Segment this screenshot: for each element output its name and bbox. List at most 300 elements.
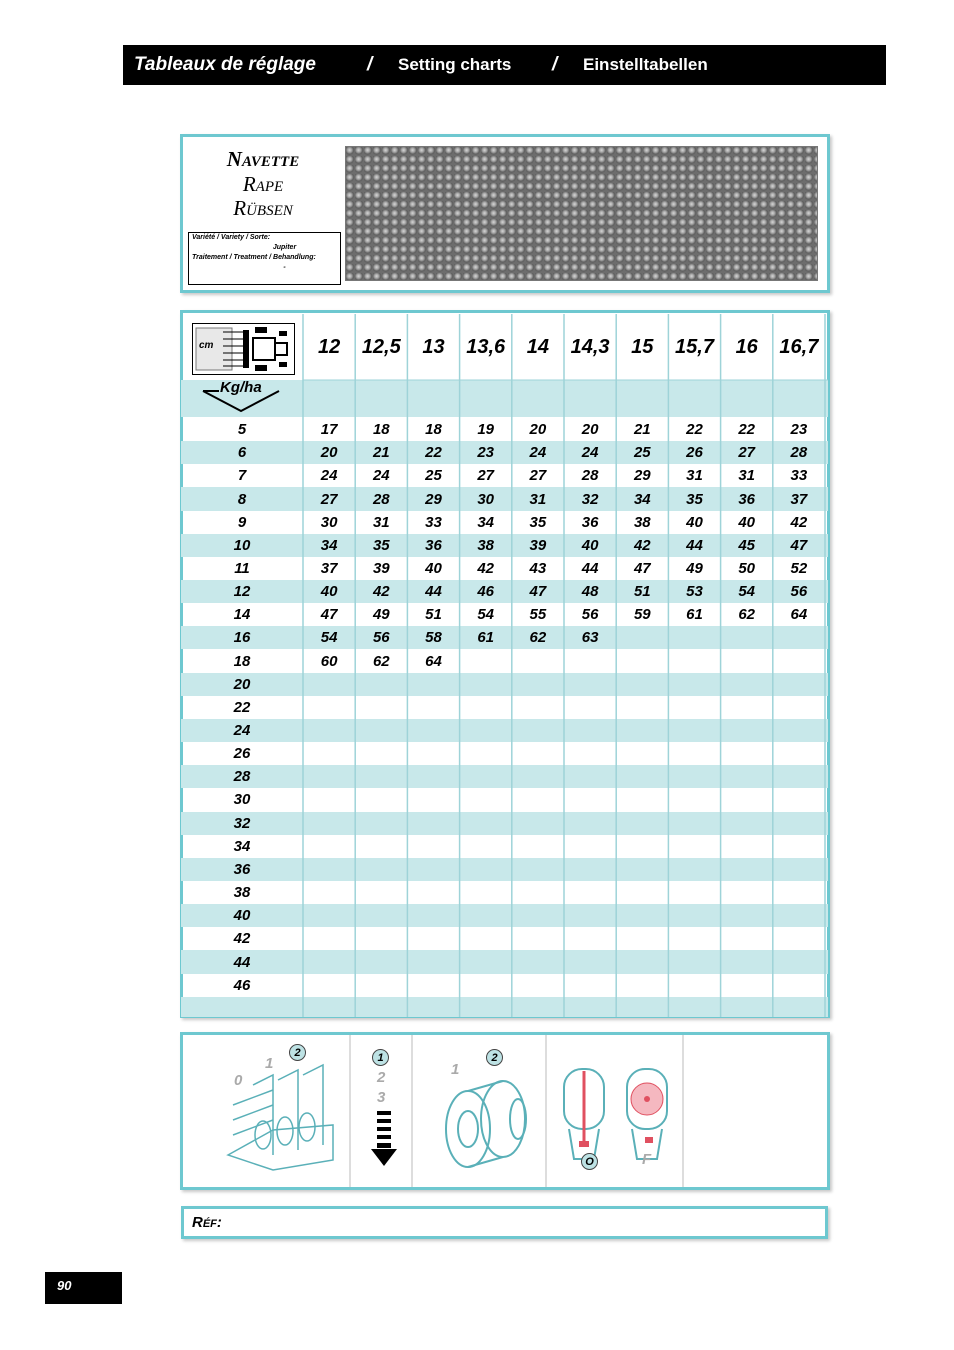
table-cell xyxy=(616,742,668,765)
table-cell: 23 xyxy=(477,444,495,462)
row-label-rate: 9 xyxy=(237,513,247,531)
table-cell xyxy=(668,650,720,673)
table-cell xyxy=(616,904,668,927)
width-unit-label: cm xyxy=(199,340,214,351)
gear-step-3: 3 xyxy=(377,1089,386,1106)
page-header xyxy=(123,45,886,85)
table-cell: 36 xyxy=(738,490,756,508)
table-cell: 24 xyxy=(372,467,390,485)
table-cell xyxy=(773,881,825,904)
table-cell xyxy=(564,858,616,881)
table-cell: 42 xyxy=(633,536,651,554)
table-cell xyxy=(721,719,773,742)
table-cell xyxy=(460,881,512,904)
table-cell xyxy=(773,835,825,858)
table-cell: 46 xyxy=(477,583,495,601)
table-cell xyxy=(303,719,355,742)
table-cell xyxy=(512,696,564,719)
table-cell xyxy=(668,812,720,835)
seed-name-en: Rape xyxy=(242,172,284,196)
table-cell xyxy=(355,812,407,835)
table-cell xyxy=(407,765,459,788)
table-cell xyxy=(668,904,720,927)
table-cell: 53 xyxy=(686,583,703,601)
table-cell xyxy=(355,835,407,858)
table-cell xyxy=(721,835,773,858)
table-cell xyxy=(355,696,407,719)
table-cell: 35 xyxy=(529,513,547,531)
table-cell: 40 xyxy=(581,536,599,554)
table-cell: 28 xyxy=(581,467,599,485)
table-cell xyxy=(616,812,668,835)
table-cell: 54 xyxy=(320,629,338,647)
column-header-width: 12 xyxy=(317,335,341,358)
table-cell xyxy=(303,904,355,927)
flap-open-badge: O xyxy=(581,1153,598,1170)
row-label-rate: 42 xyxy=(233,930,251,948)
table-cell xyxy=(721,881,773,904)
table-cell: 64 xyxy=(425,652,442,670)
row-label-rate: 20 xyxy=(233,675,251,693)
table-cell: 31 xyxy=(686,467,703,485)
table-cell: 40 xyxy=(320,583,338,601)
row-label-rate: 32 xyxy=(233,814,251,832)
table-cell xyxy=(616,881,668,904)
table-cell xyxy=(616,673,668,696)
table-cell: 62 xyxy=(372,652,390,670)
table-cell xyxy=(616,788,668,811)
header-separator: / xyxy=(552,54,558,75)
table-cell: 36 xyxy=(425,536,442,554)
table-cell: 21 xyxy=(633,421,651,439)
table-cell xyxy=(407,927,459,950)
table-cell xyxy=(721,858,773,881)
table-cell: 27 xyxy=(320,490,338,508)
table-cell: 18 xyxy=(425,421,442,439)
table-cell: 59 xyxy=(633,606,651,624)
table-cell xyxy=(616,626,668,649)
table-cell xyxy=(303,788,355,811)
column-header-width: 16 xyxy=(735,335,758,358)
table-cell: 58 xyxy=(425,629,442,647)
table-cell xyxy=(616,696,668,719)
table-cell: 60 xyxy=(320,652,338,670)
table-cell xyxy=(303,974,355,997)
table-cell: 33 xyxy=(790,467,808,485)
header-separator: / xyxy=(367,54,373,75)
table-cell: 28 xyxy=(790,444,808,462)
table-cell xyxy=(773,696,825,719)
table-cell xyxy=(616,858,668,881)
table-cell: 42 xyxy=(372,583,390,601)
table-cell xyxy=(355,927,407,950)
table-cell xyxy=(773,626,825,649)
table-cell xyxy=(512,673,564,696)
table-cell xyxy=(668,673,720,696)
column-header-width: 15,7 xyxy=(675,335,714,358)
table-cell xyxy=(460,835,512,858)
table-cell xyxy=(721,742,773,765)
table-cell: 54 xyxy=(477,606,495,624)
table-cell: 52 xyxy=(790,559,808,577)
table-cell xyxy=(460,742,512,765)
table-cell xyxy=(460,696,512,719)
table-cell: 20 xyxy=(320,444,338,462)
table-cell xyxy=(668,742,720,765)
table-cell xyxy=(721,696,773,719)
table-cell: 43 xyxy=(529,559,547,577)
table-cell: 56 xyxy=(790,583,808,601)
table-cell xyxy=(460,927,512,950)
table-cell xyxy=(303,927,355,950)
table-cell xyxy=(512,858,564,881)
table-cell xyxy=(668,719,720,742)
table-cell: 56 xyxy=(581,606,599,624)
lever-position-1: 1 xyxy=(265,1055,274,1072)
table-cell: 61 xyxy=(477,629,495,647)
row-label-rate: 36 xyxy=(233,860,251,878)
table-cell xyxy=(773,858,825,881)
column-header-width: 15 xyxy=(631,335,654,358)
table-cell xyxy=(773,904,825,927)
table-cell xyxy=(407,904,459,927)
table-cell: 27 xyxy=(477,467,495,485)
table-cell xyxy=(512,904,564,927)
table-cell: 61 xyxy=(686,606,703,624)
table-cell: 38 xyxy=(633,513,651,531)
header-title-de: Einstelltabellen xyxy=(583,55,708,74)
wheel-position-2-badge: 2 xyxy=(486,1049,503,1066)
table-cell xyxy=(721,974,773,997)
column-header-width: 14,3 xyxy=(570,335,610,358)
table-cell xyxy=(668,626,720,649)
seed-unit-icon xyxy=(213,1045,343,1180)
table-cell: 31 xyxy=(529,490,547,508)
table-cell xyxy=(773,950,825,973)
table-cell xyxy=(512,812,564,835)
table-cell: 22 xyxy=(738,421,756,439)
row-label-rate: 34 xyxy=(233,837,251,855)
row-label-rate: 6 xyxy=(237,444,247,462)
table-cell xyxy=(721,650,773,673)
table-cell: 32 xyxy=(581,490,599,508)
table-cell xyxy=(668,881,720,904)
table-cell xyxy=(721,626,773,649)
table-cell xyxy=(303,673,355,696)
table-cell: 34 xyxy=(633,490,651,508)
table-cell: 31 xyxy=(372,513,390,531)
table-cell xyxy=(407,858,459,881)
table-cell xyxy=(668,974,720,997)
table-cell: 22 xyxy=(425,444,442,462)
table-cell: 24 xyxy=(320,467,338,485)
table-cell: 24 xyxy=(581,444,599,462)
table-cell xyxy=(460,812,512,835)
down-arrow-icon xyxy=(369,1111,399,1181)
table-cell xyxy=(460,765,512,788)
table-cell xyxy=(355,950,407,973)
table-cell: 25 xyxy=(633,444,651,462)
table-cell xyxy=(355,673,407,696)
table-cell xyxy=(721,927,773,950)
column-header-width: 14 xyxy=(526,335,550,358)
table-cell xyxy=(303,765,355,788)
column-header-width: 13,6 xyxy=(466,335,506,358)
table-cell xyxy=(355,765,407,788)
table-cell xyxy=(355,788,407,811)
table-cell: 49 xyxy=(372,606,390,624)
lever-setting-diagram xyxy=(213,1045,343,1180)
table-cell xyxy=(512,881,564,904)
gear-wheel-icon xyxy=(423,1049,543,1181)
table-cell xyxy=(355,719,407,742)
table-cell: 26 xyxy=(686,444,703,462)
table-cell xyxy=(407,742,459,765)
row-label-rate: 22 xyxy=(233,698,251,716)
table-cell: 64 xyxy=(790,606,808,624)
table-cell xyxy=(512,788,564,811)
table-cell xyxy=(721,765,773,788)
row-label-rate: 8 xyxy=(237,490,247,508)
table-cell: 44 xyxy=(425,583,442,601)
table-cell xyxy=(564,835,616,858)
reference-field[interactable] xyxy=(181,1206,828,1239)
table-cell: 20 xyxy=(581,421,599,439)
table-cell: 40 xyxy=(686,513,703,531)
table-cell: 24 xyxy=(529,444,547,462)
table-cell: 29 xyxy=(425,490,442,508)
table-cell xyxy=(564,974,616,997)
table-cell: 17 xyxy=(320,421,338,439)
table-cell xyxy=(407,719,459,742)
table-cell: 31 xyxy=(738,467,756,485)
table-cell: 29 xyxy=(633,467,651,485)
table-cell: 33 xyxy=(425,513,442,531)
page-number: 90 xyxy=(45,1272,122,1304)
row-label-rate: 10 xyxy=(233,536,251,554)
table-cell xyxy=(773,765,825,788)
table-cell xyxy=(564,719,616,742)
table-cell xyxy=(616,950,668,973)
table-cell xyxy=(303,696,355,719)
table-cell: 63 xyxy=(581,629,599,647)
table-cell xyxy=(460,719,512,742)
table-cell xyxy=(460,650,512,673)
treatment-value: - xyxy=(283,264,286,271)
rate-header xyxy=(201,377,281,417)
table-cell xyxy=(407,835,459,858)
table-cell xyxy=(564,673,616,696)
table-cell: 18 xyxy=(372,421,390,439)
row-label-rate: 12 xyxy=(233,583,251,601)
table-cell xyxy=(721,950,773,973)
table-cell: 38 xyxy=(477,536,495,554)
table-cell: 20 xyxy=(529,421,547,439)
table-cell xyxy=(564,650,616,673)
table-cell xyxy=(564,696,616,719)
table-cell: 40 xyxy=(425,559,442,577)
table-cell: 22 xyxy=(686,421,703,439)
seed-name-fr: Navette xyxy=(226,147,300,171)
table-cell xyxy=(303,881,355,904)
table-cell: 62 xyxy=(738,606,756,624)
table-cell xyxy=(616,927,668,950)
gear-step-2: 2 xyxy=(377,1069,386,1086)
table-cell xyxy=(773,650,825,673)
table-cell: 34 xyxy=(477,513,495,531)
table-cell xyxy=(668,765,720,788)
table-cell xyxy=(564,927,616,950)
table-cell xyxy=(668,858,720,881)
variety-value: Jupiter xyxy=(272,244,297,251)
table-cell xyxy=(407,696,459,719)
table-cell: 47 xyxy=(633,559,651,577)
table-cell: 51 xyxy=(633,583,651,601)
lever-position-2-badge: 2 xyxy=(289,1044,306,1061)
table-cell xyxy=(303,742,355,765)
table-cell xyxy=(303,812,355,835)
table-cell xyxy=(773,719,825,742)
table-cell xyxy=(773,788,825,811)
table-cell xyxy=(407,812,459,835)
table-cell xyxy=(616,974,668,997)
table-cell xyxy=(512,650,564,673)
working-width-icon xyxy=(192,323,295,375)
row-label-rate: 5 xyxy=(237,421,247,439)
table-cell xyxy=(668,927,720,950)
wheel-setting-diagram xyxy=(423,1049,543,1181)
row-label-rate: 7 xyxy=(237,467,247,485)
table-cell xyxy=(564,881,616,904)
row-label-rate: 11 xyxy=(234,559,250,577)
table-cell xyxy=(407,673,459,696)
table-cell xyxy=(773,742,825,765)
table-cell: 30 xyxy=(320,513,338,531)
table-cell xyxy=(512,950,564,973)
table-cell: 51 xyxy=(425,606,442,624)
table-cell xyxy=(512,765,564,788)
table-cell: 49 xyxy=(686,559,703,577)
table-cell: 34 xyxy=(320,536,338,554)
table-cell xyxy=(460,950,512,973)
table-cell: 44 xyxy=(581,559,599,577)
table-cell: 23 xyxy=(790,421,808,439)
table-cell xyxy=(668,696,720,719)
table-cell xyxy=(668,788,720,811)
column-header-width: 12,5 xyxy=(361,335,401,358)
table-cell: 50 xyxy=(738,559,756,577)
table-cell xyxy=(355,974,407,997)
table-cell xyxy=(407,788,459,811)
table-cell xyxy=(721,673,773,696)
table-cell: 39 xyxy=(529,536,547,554)
table-cell xyxy=(460,788,512,811)
table-cell: 21 xyxy=(372,444,390,462)
row-label-rate: 30 xyxy=(233,791,251,809)
flap-closed-label: F xyxy=(642,1151,652,1168)
table-cell: 55 xyxy=(529,606,547,624)
row-label-rate: 24 xyxy=(233,722,251,739)
settings-panel xyxy=(180,1032,830,1190)
table-cell xyxy=(512,742,564,765)
table-cell: 30 xyxy=(477,490,495,508)
header-title-en: Setting charts xyxy=(398,55,512,74)
table-cell xyxy=(407,881,459,904)
table-cell xyxy=(407,950,459,973)
table-cell xyxy=(512,835,564,858)
table-cell: 42 xyxy=(477,559,495,577)
table-cell: 37 xyxy=(790,490,808,508)
row-label-rate: 38 xyxy=(233,884,251,902)
table-cell xyxy=(303,835,355,858)
table-cell xyxy=(303,950,355,973)
row-label-rate: 16 xyxy=(233,629,251,647)
table-cell xyxy=(460,858,512,881)
table-cell xyxy=(564,950,616,973)
seed-photo xyxy=(345,146,818,281)
row-label-rate: 46 xyxy=(233,976,251,994)
flap-setting-diagram xyxy=(559,1049,679,1181)
table-cell xyxy=(564,765,616,788)
table-cell xyxy=(721,904,773,927)
gear-step-indicator xyxy=(369,1049,399,1181)
table-cell: 40 xyxy=(738,513,756,531)
table-cell xyxy=(460,673,512,696)
table-cell xyxy=(773,927,825,950)
table-cell xyxy=(407,974,459,997)
table-cell xyxy=(460,904,512,927)
gear-step-1-badge: 1 xyxy=(372,1049,389,1066)
table-cell: 42 xyxy=(790,513,808,531)
table-cell: 62 xyxy=(529,629,547,647)
table-cell xyxy=(564,812,616,835)
table-cell: 48 xyxy=(581,583,599,601)
table-cell xyxy=(564,904,616,927)
table-cell xyxy=(616,765,668,788)
table-cell: 56 xyxy=(372,629,390,647)
table-cell xyxy=(564,742,616,765)
table-cell: 19 xyxy=(477,421,495,439)
table-cell xyxy=(616,719,668,742)
table-cell xyxy=(512,719,564,742)
variety-box xyxy=(188,232,341,285)
table-cell: 54 xyxy=(738,583,756,601)
row-label-rate: 18 xyxy=(233,652,251,670)
table-cell xyxy=(721,812,773,835)
setting-chart-table xyxy=(181,311,828,1017)
wheel-position-1: 1 xyxy=(451,1061,460,1078)
table-cell: 25 xyxy=(425,467,442,485)
variety-label: Variété / Variety / Sorte: xyxy=(192,234,271,241)
row-label-rate: 40 xyxy=(233,907,251,925)
table-cell xyxy=(460,974,512,997)
treatment-label: Traitement / Treatment / Behandlung: xyxy=(192,254,316,261)
table-cell: 47 xyxy=(529,583,547,601)
table-cell xyxy=(668,950,720,973)
table-cell: 35 xyxy=(686,490,703,508)
table-cell xyxy=(355,742,407,765)
rate-label: Kg/ha xyxy=(220,379,262,396)
table-cell xyxy=(564,788,616,811)
table-cell: 45 xyxy=(738,536,756,554)
reference-label: Réf: xyxy=(192,1214,222,1231)
table-cell xyxy=(773,812,825,835)
table-cell xyxy=(512,974,564,997)
header-title-fr: Tableaux de réglage xyxy=(134,54,316,75)
column-header-width: 13 xyxy=(422,335,445,358)
table-cell xyxy=(355,858,407,881)
table-cell xyxy=(668,835,720,858)
